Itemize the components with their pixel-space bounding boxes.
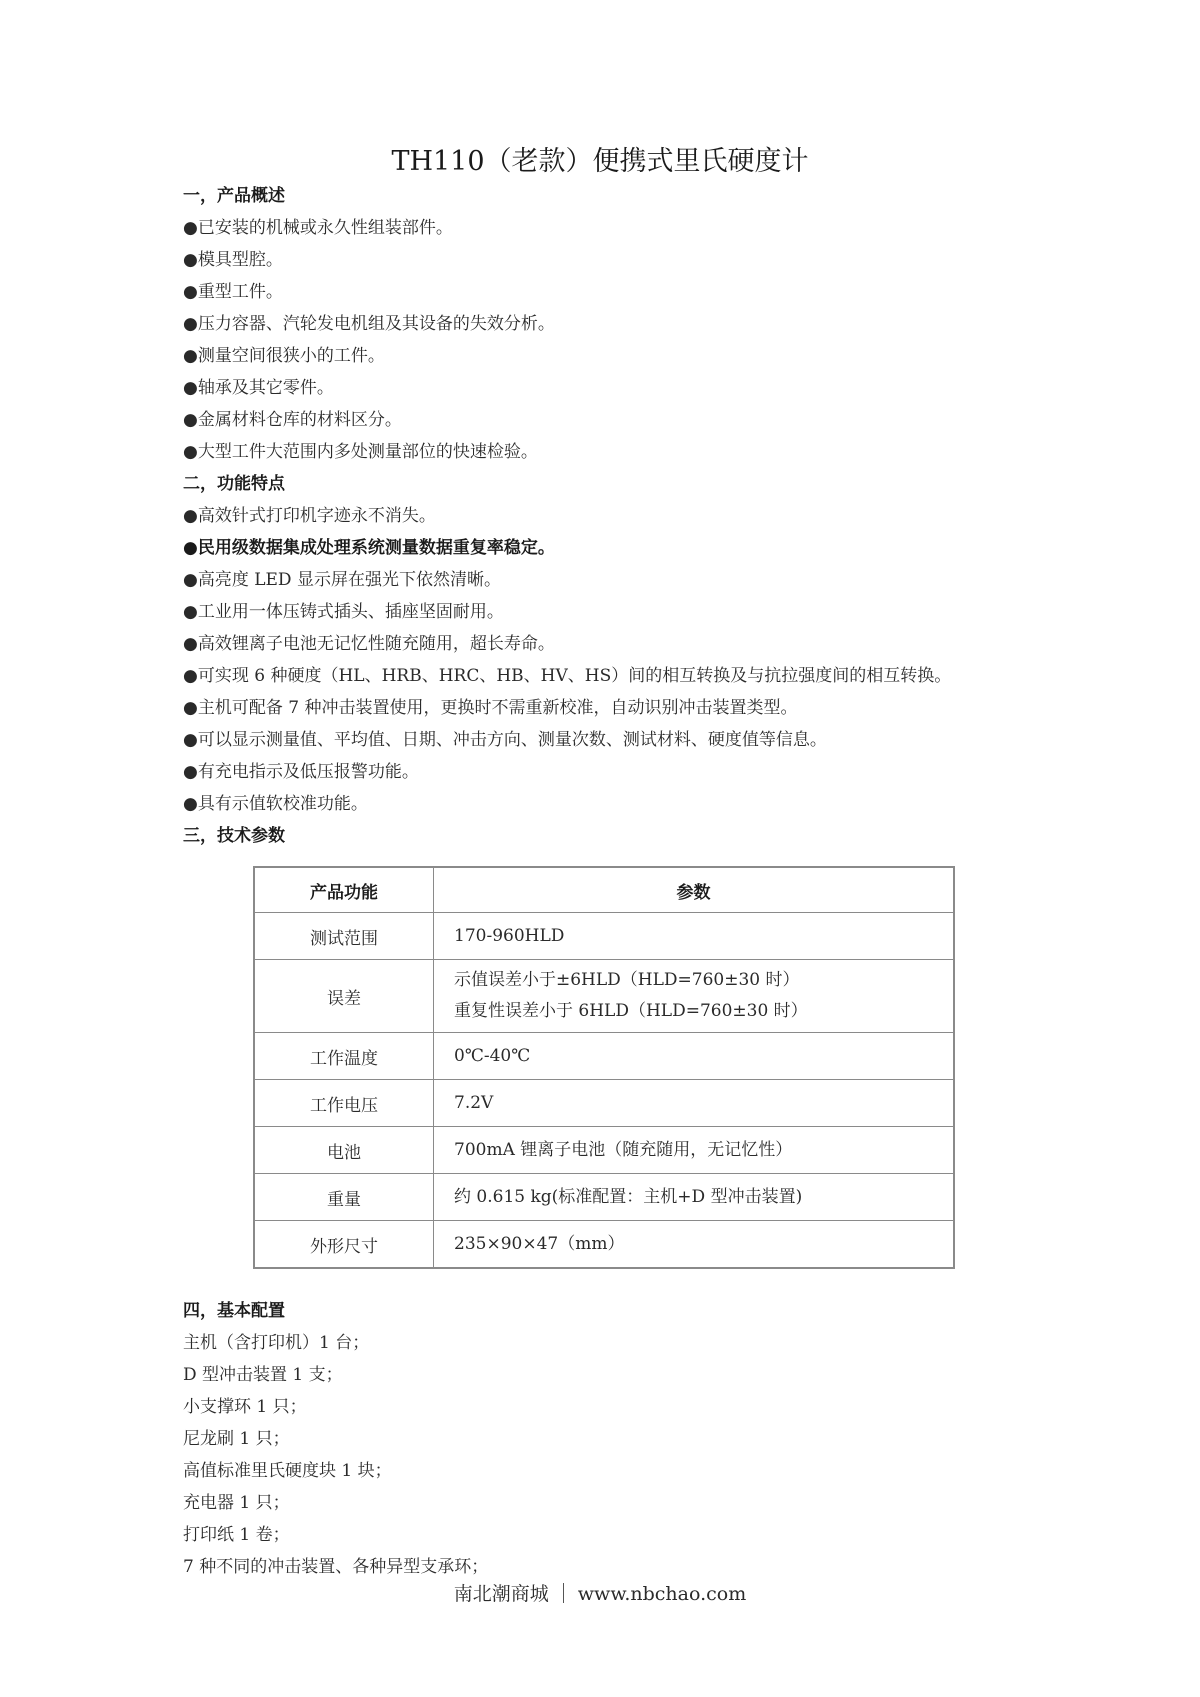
list-item: 小支撑环 1 只； [183, 1397, 307, 1417]
table-cell-label: 误差 [254, 960, 434, 1033]
table-cell-label: 电池 [254, 1127, 434, 1174]
table-cell-line: 重复性误差小于 6HLD（HLD=760±30 时） [454, 1001, 808, 1021]
table-cell-value: 700mA 锂离子电池（随充随用，无记忆性） [434, 1127, 955, 1174]
table-row [254, 960, 954, 1033]
table-cell-line: 示值误差小于±6HLD（HLD=760±30 时） [454, 970, 800, 990]
table-row [254, 913, 954, 960]
section-heading-overview: 一，产品概述 [183, 186, 285, 206]
table-header-row [254, 867, 954, 913]
list-item: ●可以显示测量值、平均值、日期、冲击方向、测量次数、测试材料、硬度值等信息。 [183, 730, 827, 750]
table-cell-label: 测试范围 [254, 913, 434, 960]
list-item: 尼龙刷 1 只； [183, 1429, 290, 1449]
list-item: ●具有示值软校准功能。 [183, 794, 368, 814]
table-row [254, 1033, 954, 1080]
page-footer [0, 1580, 1200, 1608]
list-item: ●已安装的机械或永久性组装部件。 [183, 218, 453, 238]
list-item: D 型冲击装置 1 支； [183, 1365, 343, 1385]
table-row [254, 1221, 954, 1269]
list-item: ●主机可配备 7 种冲击装置使用，更换时不需重新校准，自动识别冲击装置类型。 [183, 698, 798, 718]
spec-table [253, 866, 955, 1269]
list-item: ●高效锂离子电池无记忆性随充随用，超长寿命。 [183, 634, 555, 654]
list-item: 7 种不同的冲击装置、各种异型支承环； [183, 1557, 489, 1577]
list-item: ●测量空间很狭小的工件。 [183, 346, 385, 366]
table-cell-value: 0℃-40℃ [434, 1033, 955, 1080]
list-item: ●轴承及其它零件。 [183, 378, 334, 398]
list-item: ●大型工件大范围内多处测量部位的快速检验。 [183, 442, 538, 462]
list-item: ●重型工件。 [183, 282, 283, 302]
table-row [254, 1080, 954, 1127]
table-row [254, 1127, 954, 1174]
list-item: 主机（含打印机）1 台； [183, 1333, 370, 1353]
table-row [254, 1174, 954, 1221]
table-header-function: 产品功能 [254, 867, 434, 913]
list-item: ●可实现 6 种硬度（HL、HRB、HRC、HB、HV、HS）间的相互转换及与抗拉强度间的相互转换。 [183, 666, 952, 686]
footer-brand: 南北潮商城 [453, 1583, 549, 1605]
table-cell-label: 外形尺寸 [254, 1221, 434, 1269]
list-item: ●压力容器、汽轮发电机组及其设备的失效分析。 [183, 314, 555, 334]
list-item: ●高亮度 LED 显示屏在强光下依然清晰。 [183, 570, 501, 590]
document-title: TH110（老款）便携式里氏硬度计 [391, 146, 809, 177]
list-item: 充电器 1 只； [183, 1493, 290, 1513]
list-item: ●高效针式打印机字迹永不消失。 [183, 506, 436, 526]
table-cell-label: 重量 [254, 1174, 434, 1221]
table-cell-label: 工作温度 [254, 1033, 434, 1080]
section-heading-specs: 三，技术参数 [183, 826, 285, 846]
section-heading-config: 四，基本配置 [183, 1301, 285, 1321]
section-heading-features: 二，功能特点 [183, 474, 285, 494]
footer-separator [563, 1583, 564, 1603]
footer-url[interactable]: www.nbchao.com [577, 1583, 747, 1605]
document-content [183, 180, 1043, 1583]
list-item: ●金属材料仓库的材料区分。 [183, 410, 402, 430]
table-cell-value [434, 960, 955, 1033]
table-cell-value: 235×90×47（mm） [434, 1221, 955, 1269]
list-item: ●模具型腔。 [183, 250, 283, 270]
list-item: 高值标准里氏硬度块 1 块； [183, 1461, 392, 1481]
table-cell-value: 约 0.615 kg(标准配置：主机+D 型冲击装置) [434, 1174, 955, 1221]
table-cell-value: 7.2V [434, 1080, 955, 1127]
list-item: ●民用级数据集成处理系统测量数据重复率稳定。 [183, 538, 555, 558]
section-spacer [183, 1269, 1043, 1295]
list-item: ●有充电指示及低压报警功能。 [183, 762, 419, 782]
table-cell-label: 工作电压 [254, 1080, 434, 1127]
list-item: 打印纸 1 卷； [183, 1525, 290, 1545]
table-header-param: 参数 [434, 867, 955, 913]
list-item: ●工业用一体压铸式插头、插座坚固耐用。 [183, 602, 504, 622]
table-cell-value: 170-960HLD [434, 913, 955, 960]
